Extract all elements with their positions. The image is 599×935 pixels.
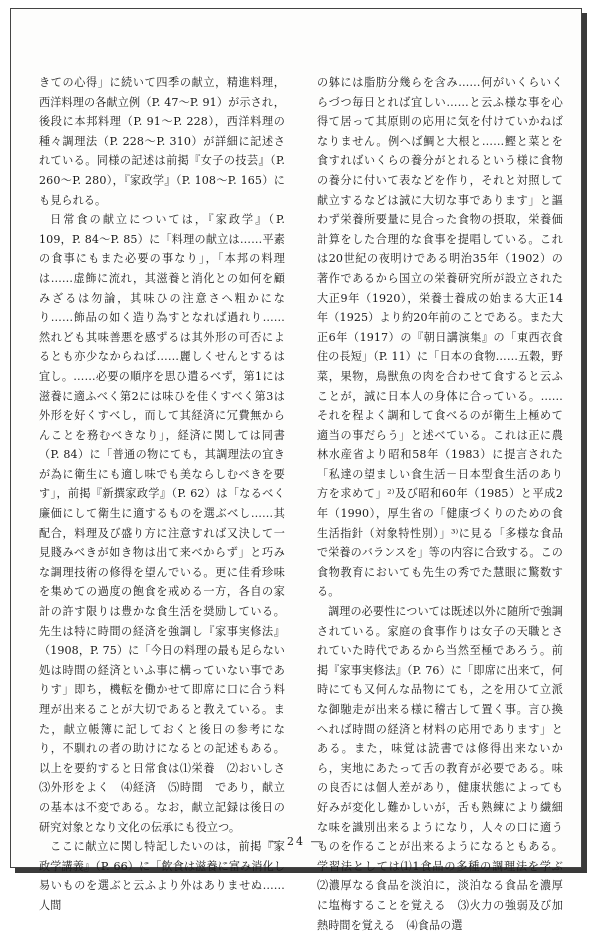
page-number: — 24 — bbox=[268, 835, 324, 848]
paragraph: ここに献立に関し特記したいのは，前掲『家政学講義』（P. 66）に「飲食は滋養に富み消化し易いものを選ぶと云ふより外はありませぬ……人間 bbox=[39, 840, 285, 912]
paragraph: きての心得」に続いて四季の献立，精進料理，西洋料理の各献立例（P. 47～P. 91）が示され，後段に本邦料理（P. 91～P. 228），西洋料理の種々調理法（P. 228～P. 310）が詳細に記述されている。同様の記述は前掲『女子の技芸』（P. 260～P. 280），『家政学』（P. 108～P. 165）にも見られる。 bbox=[39, 76, 285, 207]
document-page bbox=[10, 8, 582, 932]
paragraph: の躰には脂肪分幾らを含み……何がいくらいくらづつ毎日とれば宜しい……と云ふ様な事を心得て居って其原則の応用に気を付けていかねばなりません。例へば鯛と大根と……鰹と菜とを食すればいくらの養分がとれるという様に食物の養分に付いて表などを作り，それと対照して献立するなどは誠に大切な事であります」と謳わず栄養所要量に見合った食物の摂取，栄養価計算をした合理的な食事を提唱している。これは20世紀の夜明けである明治35年（1902）の著作であるから国立の栄養研究所が設立された大正9年（1920），栄養士養成の始まる大正14年（1925）より約20年前のことである。また大正6年（1917）の『朝日講演集』の「東西衣食住の長短」（P. 11）に「日本の食物……五穀，野菜，果物，鳥獣魚の肉を合わせて食すると云ふことが，誠に日本人の身体に合っている。……それを程よく調和して食べるのが衛生上極めて適当の事だらう」と述べている。これは正に農林水産省より昭和58年（1983）に提言された「私達の望ましい食生活－日本型食生活のあり方を求めて」²⁾及び昭和60年（1985）と平成2年（1990），厚生省の「健康づくりのための食生活指針（対象特性別）」³⁾に見る「多様な食品で栄養のバランスを」等の内容に合致する。この食物教育においても先生の秀でた慧眼に驚数する。 bbox=[317, 76, 563, 599]
right-column bbox=[317, 73, 575, 935]
paragraph: 調理の必要性については既述以外に随所で強調されている。家庭の食事作りは女子の天職とされていた時代であるから当然至極であろう。前掲『家事実修法』（P. 76）に「即席に出来て，何時にても又何んな品物にても，之を用ひて立派な御馳走が出来る様に稽古して置く事。言ひ換へれば時間の経済と材料の応用であります」とある。また，味覚は読書では修得出来ないから，実地にあたって舌の教育が必要である。味の良否には個人差があり，健康状態によっても好みが変化し難かしいが，舌も熟練により繊細な味を識別出来るようになり，人々の口に適うものを作ることが出来るようになるともある。学習法としては⑴1食品の多種の調理法を学ぶ ⑵濃厚なる食品を淡泊に，淡泊なる食品を濃厚に塩梅することを覚える ⑶火力の強弱及び加熱時間を覚える ⑷食品の選 bbox=[317, 605, 575, 932]
paragraph: 日常食の献立については，『家政学』（P. 109，P. 84～P. 85）に「料理の献立は……平素の食事にもまた必要の事なり」，「本邦の料理は……虚飾に流れ，其滋養と消化との如何を顧みざるは勿論，其味ひの注意さへ粗かになり……飾品の如く造り為すとなれば過れり……然れども其味善悪を感ずるは其外形の可否によるとも亦少なからねば……麗しくせんとするは宜し。……必要の順序を思ひ遣るべず，第1には滋養に適ふべく第2には味ひを佳くすべく第3は外形を好くすべし，而して其経済に冗費無からんことを務むべきなり」，経済に関しては同書（P. 84）に「普通の物にても，其調理法の宜きが為に衛生にも適し味でも美ならしむべきを要す」，前掲『新撰家政学』（P. 62）は「なるべく廉価にして衛生に適するものを選ぶべし……其配合，料理及び盛り方に注意すれば又決して一見賤みべきが如き物は出て来べからず」と巧みな調理技術の修得を望んでいる。更に佳肴珍味を集めての過度の飽食を戒める一方，各自の家計の許す限りは豊かな食生活を奨励している。先生は特に時間の経済を強調し『家事実修法』（1908，P. 75）に「今日の料理の最も足らない処は時間の経済といふ事に構っていない事でありす」即ち，機転を働かせて即席に口に合う料理が出来ることが大切であると教えている。また，献立帳簿に記しておくと後日の参考になり，不馴れの者の助けになるとの記述もある。以上を要約すると日常食は⑴栄養 ⑵おいしさ ⑶外形をよく ⑷経済 ⑸時間 であり，献立の基本は不変である。なお，献立記録は後日の研究対象となり文化の伝承にも役立つ。 bbox=[39, 213, 297, 834]
